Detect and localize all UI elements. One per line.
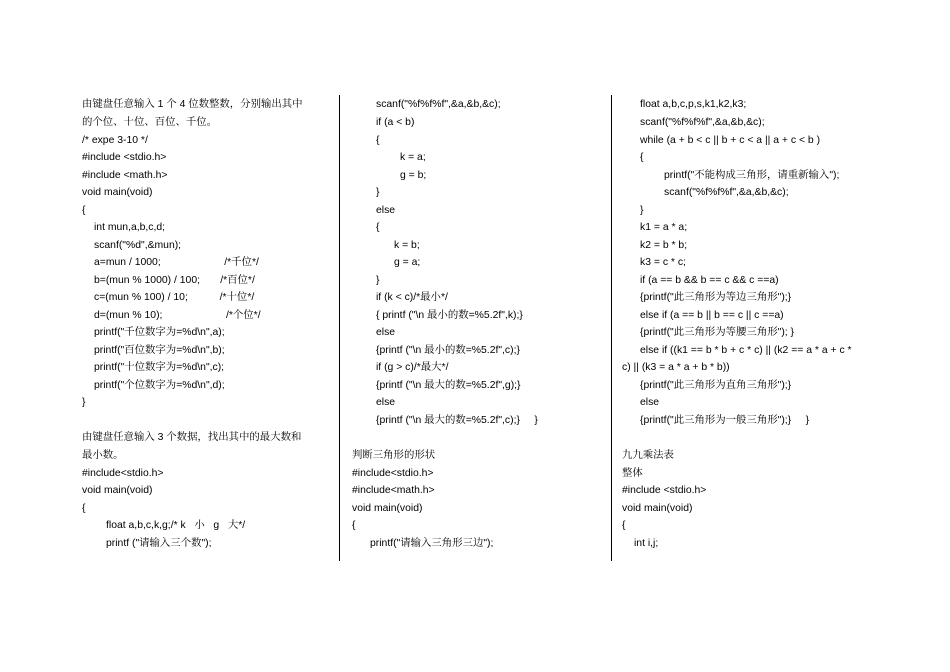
text-line: /* expe 3-10 */ xyxy=(82,135,148,146)
text-line: if (k < c)/*最小*/ xyxy=(376,292,448,303)
text-line: printf ("请输入三个数"); xyxy=(106,538,212,549)
text-line: int i,j; xyxy=(634,538,659,549)
text-line: d=(mun % 10); /*个位*/ xyxy=(94,310,261,321)
text-line: #include<stdio.h> xyxy=(82,468,164,479)
text-line: b=(mun % 1000) / 100; /*百位*/ xyxy=(94,275,255,286)
text-line: while (a + b < c || b + c < a || a + c < b ) xyxy=(640,135,821,146)
text-line: {printf ("\n 最小的数=%5.2f",c);} xyxy=(376,345,520,356)
text-line: else xyxy=(376,327,396,338)
text-line: { xyxy=(376,135,380,146)
text-line: a=mun / 1000; /*千位*/ xyxy=(94,257,259,268)
text-line: else xyxy=(376,205,396,216)
text-line: { xyxy=(352,520,356,531)
text-line: #include <stdio.h> xyxy=(82,152,167,163)
text-line: printf("百位数字为=%d\n",b); xyxy=(94,345,225,356)
text-line: 九九乘法表 xyxy=(622,450,674,461)
text-line: if (a < b) xyxy=(376,117,415,128)
text-line: k2 = b * b; xyxy=(640,240,688,251)
text-line: else if (a == b || b == c || c ==a) xyxy=(640,310,784,321)
text-line: printf("不能构成三角形，请重新输入"); xyxy=(664,170,840,181)
column-divider xyxy=(611,95,612,561)
text-line: g = a; xyxy=(394,257,421,268)
text-line: if (a == b && b == c && c ==a) xyxy=(640,275,779,286)
text-line: void main(void) xyxy=(82,485,153,496)
text-line: } xyxy=(640,205,644,216)
text-line: void main(void) xyxy=(622,503,693,514)
text-line: { printf ("\n 最小的数=%5.2f",k);} xyxy=(376,310,523,321)
text-line: } xyxy=(376,187,380,198)
text-line: { xyxy=(82,503,86,514)
text-line: k = b; xyxy=(394,240,420,251)
text-line: else xyxy=(640,397,660,408)
column-divider xyxy=(339,95,340,561)
text-line: } xyxy=(82,397,86,408)
text-line: scanf("%f%f%f",&a,&b,&c); xyxy=(664,187,789,198)
text-line: {printf ("\n 最大的数=%5.2f",c);} } xyxy=(376,415,538,426)
text-line: printf("千位数字为=%d\n",a); xyxy=(94,327,225,338)
text-line: void main(void) xyxy=(352,503,423,514)
text-line: k3 = c * c; xyxy=(640,257,686,268)
text-line: if (g > c)/*最大*/ xyxy=(376,362,449,373)
text-line: 最小数。 xyxy=(82,450,124,461)
text-line: printf("请输入三角形三边"); xyxy=(370,538,494,549)
text-line: #include<stdio.h> xyxy=(352,468,434,479)
text-line: printf("个位数字为=%d\n",d); xyxy=(94,380,225,391)
text-line: c) || (k3 = a * a + b * b)) xyxy=(622,362,730,373)
text-line: 判断三角形的形状 xyxy=(352,450,436,461)
text-line: { xyxy=(640,152,644,163)
text-line: {printf("此三角形为等边三角形");} xyxy=(640,292,792,303)
text-line: int mun,a,b,c,d; xyxy=(94,222,166,233)
text-line: #include <stdio.h> xyxy=(622,485,707,496)
text-line: scanf("%f%f%f",&a,&b,&c); xyxy=(376,99,501,110)
text-line: #include<math.h> xyxy=(352,485,435,496)
text-line: else if ((k1 == b * b + c * c) || (k2 == a * a + c * xyxy=(640,345,852,356)
text-line: float a,b,c,k,g;/* k 小 g 大*/ xyxy=(106,520,246,531)
text-line: 整体 xyxy=(622,468,643,479)
text-line: k1 = a * a; xyxy=(640,222,688,233)
text-line: scanf("%f%f%f",&a,&b,&c); xyxy=(640,117,765,128)
text-line: { xyxy=(376,222,380,233)
text-line: scanf("%d",&mun); xyxy=(94,240,182,251)
text-line: c=(mun % 100) / 10; /*十位*/ xyxy=(94,292,255,303)
text-line: 由键盘任意输入 3 个数据，找出其中的最大数和 xyxy=(82,432,302,443)
text-line: else xyxy=(376,397,396,408)
text-line: } xyxy=(376,275,380,286)
text-line: void main(void) xyxy=(82,187,153,198)
text-line: k = a; xyxy=(400,152,426,163)
text-line: printf("十位数字为=%d\n",c); xyxy=(94,362,225,373)
text-line: {printf("此三角形为等腰三角形"); } xyxy=(640,327,795,338)
text-line: { xyxy=(82,205,86,216)
text-line: g = b; xyxy=(400,170,427,181)
text-line: {printf("此三角形为直角三角形");} xyxy=(640,380,792,391)
text-line: #include <math.h> xyxy=(82,170,168,181)
text-line: {printf ("\n 最大的数=%5.2f",g);} xyxy=(376,380,521,391)
text-line: float a,b,c,p,s,k1,k2,k3; xyxy=(640,99,747,110)
text-line: {printf("此三角形为一般三角形");} } xyxy=(640,415,810,426)
text-line: { xyxy=(622,520,626,531)
text-line: 的个位、十位、百位、千位。 xyxy=(82,117,218,128)
text-line: 由键盘任意输入 1 个 4 位数整数，分别输出其中 xyxy=(82,99,303,110)
